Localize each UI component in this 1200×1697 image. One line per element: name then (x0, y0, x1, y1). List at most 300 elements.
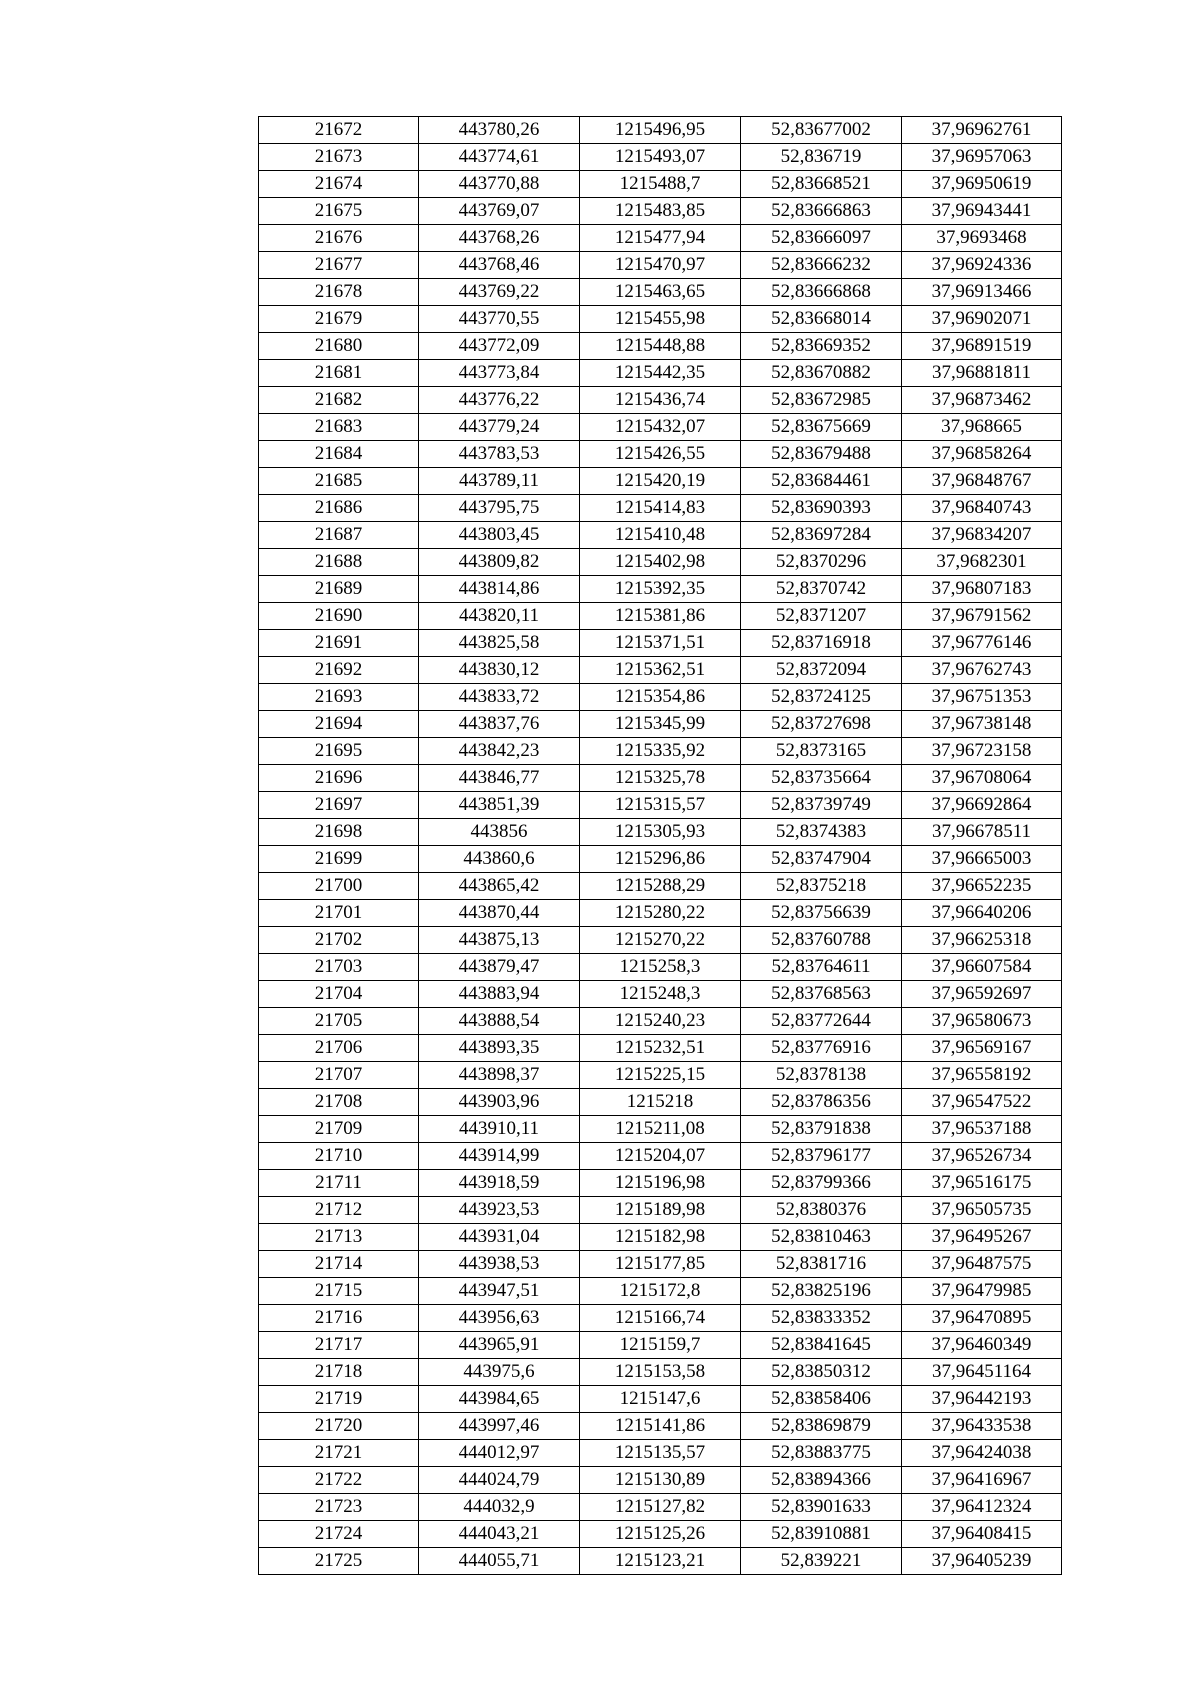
x-coordinate-cell: 443903,96 (419, 1089, 580, 1116)
point-number-cell: 21716 (259, 1305, 419, 1332)
table-row (259, 1089, 1062, 1116)
x-coordinate-cell: 443803,45 (419, 522, 580, 549)
latitude-cell: 52,83791838 (741, 1116, 902, 1143)
y-coordinate-cell: 1215147,6 (580, 1386, 741, 1413)
longitude-cell: 37,96487575 (902, 1251, 1062, 1278)
point-number-cell: 21697 (259, 792, 419, 819)
point-number-cell: 21711 (259, 1170, 419, 1197)
y-coordinate-cell: 1215362,51 (580, 657, 741, 684)
point-number-cell: 21674 (259, 171, 419, 198)
point-number-cell: 21683 (259, 414, 419, 441)
table-row (259, 306, 1062, 333)
y-coordinate-cell: 1215288,29 (580, 873, 741, 900)
latitude-cell: 52,8380376 (741, 1197, 902, 1224)
latitude-cell: 52,83772644 (741, 1008, 902, 1035)
longitude-cell: 37,96881811 (902, 360, 1062, 387)
point-number-cell: 21689 (259, 576, 419, 603)
table-row (259, 1170, 1062, 1197)
longitude-cell: 37,96625318 (902, 927, 1062, 954)
longitude-cell: 37,96408415 (902, 1521, 1062, 1548)
latitude-cell: 52,8373165 (741, 738, 902, 765)
longitude-cell: 37,96762743 (902, 657, 1062, 684)
table-row (259, 765, 1062, 792)
latitude-cell: 52,83910881 (741, 1521, 902, 1548)
latitude-cell: 52,83672985 (741, 387, 902, 414)
table-row (259, 1521, 1062, 1548)
y-coordinate-cell: 1215123,21 (580, 1548, 741, 1575)
longitude-cell: 37,96834207 (902, 522, 1062, 549)
y-coordinate-cell: 1215335,92 (580, 738, 741, 765)
x-coordinate-cell: 443888,54 (419, 1008, 580, 1035)
x-coordinate-cell: 443923,53 (419, 1197, 580, 1224)
x-coordinate-cell: 443768,46 (419, 252, 580, 279)
point-number-cell: 21684 (259, 441, 419, 468)
latitude-cell: 52,83666097 (741, 225, 902, 252)
y-coordinate-cell: 1215442,35 (580, 360, 741, 387)
table-row (259, 1332, 1062, 1359)
longitude-cell: 37,96451164 (902, 1359, 1062, 1386)
latitude-cell: 52,83669352 (741, 333, 902, 360)
y-coordinate-cell: 1215305,93 (580, 819, 741, 846)
y-coordinate-cell: 1215477,94 (580, 225, 741, 252)
point-number-cell: 21672 (259, 117, 419, 144)
x-coordinate-cell: 443770,55 (419, 306, 580, 333)
y-coordinate-cell: 1215211,08 (580, 1116, 741, 1143)
point-number-cell: 21718 (259, 1359, 419, 1386)
longitude-cell: 37,96460349 (902, 1332, 1062, 1359)
table-row (259, 1440, 1062, 1467)
point-number-cell: 21713 (259, 1224, 419, 1251)
latitude-cell: 52,83764611 (741, 954, 902, 981)
table-row (259, 1386, 1062, 1413)
x-coordinate-cell: 444012,97 (419, 1440, 580, 1467)
point-number-cell: 21701 (259, 900, 419, 927)
longitude-cell: 37,96962761 (902, 117, 1062, 144)
coordinates-table-body (259, 117, 1062, 1575)
x-coordinate-cell: 443830,12 (419, 657, 580, 684)
x-coordinate-cell: 443918,59 (419, 1170, 580, 1197)
longitude-cell: 37,96416967 (902, 1467, 1062, 1494)
longitude-cell: 37,96537188 (902, 1116, 1062, 1143)
longitude-cell: 37,96950619 (902, 171, 1062, 198)
x-coordinate-cell: 443770,88 (419, 171, 580, 198)
y-coordinate-cell: 1215371,51 (580, 630, 741, 657)
point-number-cell: 21699 (259, 846, 419, 873)
longitude-cell: 37,96412324 (902, 1494, 1062, 1521)
table-row (259, 1548, 1062, 1575)
y-coordinate-cell: 1215166,74 (580, 1305, 741, 1332)
x-coordinate-cell: 443820,11 (419, 603, 580, 630)
x-coordinate-cell: 444024,79 (419, 1467, 580, 1494)
table-row (259, 1062, 1062, 1089)
table-row (259, 1278, 1062, 1305)
longitude-cell: 37,96708064 (902, 765, 1062, 792)
latitude-cell: 52,83724125 (741, 684, 902, 711)
point-number-cell: 21724 (259, 1521, 419, 1548)
table-row (259, 252, 1062, 279)
table-row (259, 279, 1062, 306)
point-number-cell: 21710 (259, 1143, 419, 1170)
coordinates-table (258, 116, 1062, 1575)
longitude-cell: 37,96924336 (902, 252, 1062, 279)
x-coordinate-cell: 443809,82 (419, 549, 580, 576)
point-number-cell: 21673 (259, 144, 419, 171)
longitude-cell: 37,96405239 (902, 1548, 1062, 1575)
table-row (259, 225, 1062, 252)
table-row (259, 171, 1062, 198)
latitude-cell: 52,8370742 (741, 576, 902, 603)
latitude-cell: 52,83883775 (741, 1440, 902, 1467)
point-number-cell: 21712 (259, 1197, 419, 1224)
table-row (259, 846, 1062, 873)
table-row (259, 1143, 1062, 1170)
table-row (259, 738, 1062, 765)
x-coordinate-cell: 443772,09 (419, 333, 580, 360)
latitude-cell: 52,83716918 (741, 630, 902, 657)
table-row (259, 900, 1062, 927)
latitude-cell: 52,83666868 (741, 279, 902, 306)
y-coordinate-cell: 1215325,78 (580, 765, 741, 792)
latitude-cell: 52,83679488 (741, 441, 902, 468)
table-row (259, 1359, 1062, 1386)
x-coordinate-cell: 443776,22 (419, 387, 580, 414)
x-coordinate-cell: 443789,11 (419, 468, 580, 495)
y-coordinate-cell: 1215470,97 (580, 252, 741, 279)
x-coordinate-cell: 443883,94 (419, 981, 580, 1008)
point-number-cell: 21717 (259, 1332, 419, 1359)
latitude-cell: 52,83739749 (741, 792, 902, 819)
x-coordinate-cell: 443965,91 (419, 1332, 580, 1359)
longitude-cell: 37,96943441 (902, 198, 1062, 225)
y-coordinate-cell: 1215448,88 (580, 333, 741, 360)
point-number-cell: 21677 (259, 252, 419, 279)
x-coordinate-cell: 443914,99 (419, 1143, 580, 1170)
latitude-cell: 52,8378138 (741, 1062, 902, 1089)
longitude-cell: 37,96791562 (902, 603, 1062, 630)
table-row (259, 792, 1062, 819)
y-coordinate-cell: 1215153,58 (580, 1359, 741, 1386)
point-number-cell: 21688 (259, 549, 419, 576)
y-coordinate-cell: 1215436,74 (580, 387, 741, 414)
x-coordinate-cell: 443931,04 (419, 1224, 580, 1251)
latitude-cell: 52,83747904 (741, 846, 902, 873)
longitude-cell: 37,96569167 (902, 1035, 1062, 1062)
x-coordinate-cell: 443814,86 (419, 576, 580, 603)
y-coordinate-cell: 1215463,65 (580, 279, 741, 306)
point-number-cell: 21680 (259, 333, 419, 360)
point-number-cell: 21675 (259, 198, 419, 225)
point-number-cell: 21679 (259, 306, 419, 333)
y-coordinate-cell: 1215432,07 (580, 414, 741, 441)
longitude-cell: 37,96558192 (902, 1062, 1062, 1089)
longitude-cell: 37,96580673 (902, 1008, 1062, 1035)
y-coordinate-cell: 1215135,57 (580, 1440, 741, 1467)
point-number-cell: 21722 (259, 1467, 419, 1494)
y-coordinate-cell: 1215402,98 (580, 549, 741, 576)
latitude-cell: 52,83850312 (741, 1359, 902, 1386)
longitude-cell: 37,96678511 (902, 819, 1062, 846)
y-coordinate-cell: 1215258,3 (580, 954, 741, 981)
point-number-cell: 21693 (259, 684, 419, 711)
x-coordinate-cell: 443947,51 (419, 1278, 580, 1305)
y-coordinate-cell: 1215496,95 (580, 117, 741, 144)
table-row (259, 1008, 1062, 1035)
y-coordinate-cell: 1215172,8 (580, 1278, 741, 1305)
y-coordinate-cell: 1215125,26 (580, 1521, 741, 1548)
x-coordinate-cell: 443956,63 (419, 1305, 580, 1332)
longitude-cell: 37,96807183 (902, 576, 1062, 603)
x-coordinate-cell: 443795,75 (419, 495, 580, 522)
latitude-cell: 52,83735664 (741, 765, 902, 792)
table-row (259, 576, 1062, 603)
point-number-cell: 21723 (259, 1494, 419, 1521)
x-coordinate-cell: 443769,22 (419, 279, 580, 306)
y-coordinate-cell: 1215483,85 (580, 198, 741, 225)
x-coordinate-cell: 443783,53 (419, 441, 580, 468)
y-coordinate-cell: 1215159,7 (580, 1332, 741, 1359)
latitude-cell: 52,83727698 (741, 711, 902, 738)
latitude-cell: 52,839221 (741, 1548, 902, 1575)
y-coordinate-cell: 1215218 (580, 1089, 741, 1116)
latitude-cell: 52,83668521 (741, 171, 902, 198)
point-number-cell: 21714 (259, 1251, 419, 1278)
y-coordinate-cell: 1215381,86 (580, 603, 741, 630)
latitude-cell: 52,8371207 (741, 603, 902, 630)
y-coordinate-cell: 1215410,48 (580, 522, 741, 549)
point-number-cell: 21681 (259, 360, 419, 387)
longitude-cell: 37,9682301 (902, 549, 1062, 576)
y-coordinate-cell: 1215189,98 (580, 1197, 741, 1224)
y-coordinate-cell: 1215315,57 (580, 792, 741, 819)
table-row (259, 657, 1062, 684)
latitude-cell: 52,83833352 (741, 1305, 902, 1332)
point-number-cell: 21694 (259, 711, 419, 738)
longitude-cell: 37,96913466 (902, 279, 1062, 306)
x-coordinate-cell: 443870,44 (419, 900, 580, 927)
longitude-cell: 37,96424038 (902, 1440, 1062, 1467)
table-row (259, 1224, 1062, 1251)
longitude-cell: 37,968665 (902, 414, 1062, 441)
latitude-cell: 52,8370296 (741, 549, 902, 576)
table-row (259, 1251, 1062, 1278)
latitude-cell: 52,83796177 (741, 1143, 902, 1170)
point-number-cell: 21695 (259, 738, 419, 765)
x-coordinate-cell: 443780,26 (419, 117, 580, 144)
table-row (259, 630, 1062, 657)
table-row (259, 387, 1062, 414)
x-coordinate-cell: 443769,07 (419, 198, 580, 225)
longitude-cell: 37,96442193 (902, 1386, 1062, 1413)
table-row (259, 144, 1062, 171)
x-coordinate-cell: 443779,24 (419, 414, 580, 441)
point-number-cell: 21690 (259, 603, 419, 630)
latitude-cell: 52,83684461 (741, 468, 902, 495)
longitude-cell: 37,96873462 (902, 387, 1062, 414)
longitude-cell: 37,96640206 (902, 900, 1062, 927)
y-coordinate-cell: 1215392,35 (580, 576, 741, 603)
longitude-cell: 37,96751353 (902, 684, 1062, 711)
y-coordinate-cell: 1215240,23 (580, 1008, 741, 1035)
x-coordinate-cell: 444032,9 (419, 1494, 580, 1521)
y-coordinate-cell: 1215182,98 (580, 1224, 741, 1251)
x-coordinate-cell: 443997,46 (419, 1413, 580, 1440)
table-row (259, 873, 1062, 900)
x-coordinate-cell: 443860,6 (419, 846, 580, 873)
table-row (259, 1197, 1062, 1224)
table-row (259, 1035, 1062, 1062)
latitude-cell: 52,83901633 (741, 1494, 902, 1521)
longitude-cell: 37,96547522 (902, 1089, 1062, 1116)
x-coordinate-cell: 443984,65 (419, 1386, 580, 1413)
x-coordinate-cell: 443893,35 (419, 1035, 580, 1062)
point-number-cell: 21686 (259, 495, 419, 522)
x-coordinate-cell: 443837,76 (419, 711, 580, 738)
longitude-cell: 37,96505735 (902, 1197, 1062, 1224)
longitude-cell: 37,96848767 (902, 468, 1062, 495)
x-coordinate-cell: 443910,11 (419, 1116, 580, 1143)
latitude-cell: 52,83666232 (741, 252, 902, 279)
y-coordinate-cell: 1215420,19 (580, 468, 741, 495)
latitude-cell: 52,83894366 (741, 1467, 902, 1494)
latitude-cell: 52,83666863 (741, 198, 902, 225)
longitude-cell: 37,96433538 (902, 1413, 1062, 1440)
latitude-cell: 52,83675669 (741, 414, 902, 441)
longitude-cell: 37,96665003 (902, 846, 1062, 873)
latitude-cell: 52,83858406 (741, 1386, 902, 1413)
longitude-cell: 37,96692864 (902, 792, 1062, 819)
table-row (259, 414, 1062, 441)
latitude-cell: 52,8374383 (741, 819, 902, 846)
longitude-cell: 37,96840743 (902, 495, 1062, 522)
point-number-cell: 21721 (259, 1440, 419, 1467)
y-coordinate-cell: 1215130,89 (580, 1467, 741, 1494)
longitude-cell: 37,96470895 (902, 1305, 1062, 1332)
longitude-cell: 37,96957063 (902, 144, 1062, 171)
longitude-cell: 37,96891519 (902, 333, 1062, 360)
longitude-cell: 37,96738148 (902, 711, 1062, 738)
longitude-cell: 37,96495267 (902, 1224, 1062, 1251)
table-row (259, 549, 1062, 576)
table-row (259, 684, 1062, 711)
table-row (259, 954, 1062, 981)
longitude-cell: 37,96592697 (902, 981, 1062, 1008)
table-row (259, 1494, 1062, 1521)
latitude-cell: 52,83677002 (741, 117, 902, 144)
x-coordinate-cell: 444055,71 (419, 1548, 580, 1575)
latitude-cell: 52,83690393 (741, 495, 902, 522)
latitude-cell: 52,83810463 (741, 1224, 902, 1251)
x-coordinate-cell: 443875,13 (419, 927, 580, 954)
y-coordinate-cell: 1215426,55 (580, 441, 741, 468)
table-row (259, 1413, 1062, 1440)
longitude-cell: 37,9693468 (902, 225, 1062, 252)
y-coordinate-cell: 1215127,82 (580, 1494, 741, 1521)
table-row (259, 927, 1062, 954)
longitude-cell: 37,96516175 (902, 1170, 1062, 1197)
table-row (259, 117, 1062, 144)
x-coordinate-cell: 443975,6 (419, 1359, 580, 1386)
y-coordinate-cell: 1215280,22 (580, 900, 741, 927)
y-coordinate-cell: 1215296,86 (580, 846, 741, 873)
table-row (259, 603, 1062, 630)
x-coordinate-cell: 443851,39 (419, 792, 580, 819)
x-coordinate-cell: 443833,72 (419, 684, 580, 711)
latitude-cell: 52,83768563 (741, 981, 902, 1008)
x-coordinate-cell: 443774,61 (419, 144, 580, 171)
table-row (259, 1116, 1062, 1143)
table-row (259, 711, 1062, 738)
y-coordinate-cell: 1215196,98 (580, 1170, 741, 1197)
point-number-cell: 21698 (259, 819, 419, 846)
latitude-cell: 52,83825196 (741, 1278, 902, 1305)
point-number-cell: 21708 (259, 1089, 419, 1116)
longitude-cell: 37,96902071 (902, 306, 1062, 333)
y-coordinate-cell: 1215493,07 (580, 144, 741, 171)
point-number-cell: 21676 (259, 225, 419, 252)
point-number-cell: 21678 (259, 279, 419, 306)
point-number-cell: 21702 (259, 927, 419, 954)
y-coordinate-cell: 1215248,3 (580, 981, 741, 1008)
point-number-cell: 21703 (259, 954, 419, 981)
point-number-cell: 21687 (259, 522, 419, 549)
point-number-cell: 21715 (259, 1278, 419, 1305)
x-coordinate-cell: 443768,26 (419, 225, 580, 252)
y-coordinate-cell: 1215345,99 (580, 711, 741, 738)
x-coordinate-cell: 443865,42 (419, 873, 580, 900)
point-number-cell: 21696 (259, 765, 419, 792)
point-number-cell: 21700 (259, 873, 419, 900)
table-row (259, 333, 1062, 360)
table-row (259, 468, 1062, 495)
latitude-cell: 52,83697284 (741, 522, 902, 549)
latitude-cell: 52,8372094 (741, 657, 902, 684)
longitude-cell: 37,96526734 (902, 1143, 1062, 1170)
y-coordinate-cell: 1215141,86 (580, 1413, 741, 1440)
y-coordinate-cell: 1215204,07 (580, 1143, 741, 1170)
y-coordinate-cell: 1215414,83 (580, 495, 741, 522)
table-row (259, 441, 1062, 468)
y-coordinate-cell: 1215177,85 (580, 1251, 741, 1278)
x-coordinate-cell: 443825,58 (419, 630, 580, 657)
x-coordinate-cell: 443879,47 (419, 954, 580, 981)
table-row (259, 819, 1062, 846)
y-coordinate-cell: 1215270,22 (580, 927, 741, 954)
y-coordinate-cell: 1215232,51 (580, 1035, 741, 1062)
latitude-cell: 52,83668014 (741, 306, 902, 333)
latitude-cell: 52,8375218 (741, 873, 902, 900)
point-number-cell: 21704 (259, 981, 419, 1008)
table-row (259, 360, 1062, 387)
point-number-cell: 21725 (259, 1548, 419, 1575)
latitude-cell: 52,836719 (741, 144, 902, 171)
latitude-cell: 52,83786356 (741, 1089, 902, 1116)
latitude-cell: 52,83670882 (741, 360, 902, 387)
x-coordinate-cell: 443898,37 (419, 1062, 580, 1089)
point-number-cell: 21709 (259, 1116, 419, 1143)
table-row (259, 198, 1062, 225)
point-number-cell: 21691 (259, 630, 419, 657)
longitude-cell: 37,96858264 (902, 441, 1062, 468)
x-coordinate-cell: 443773,84 (419, 360, 580, 387)
x-coordinate-cell: 444043,21 (419, 1521, 580, 1548)
table-row (259, 1467, 1062, 1494)
table-row (259, 981, 1062, 1008)
latitude-cell: 52,83760788 (741, 927, 902, 954)
x-coordinate-cell: 443842,23 (419, 738, 580, 765)
longitude-cell: 37,96723158 (902, 738, 1062, 765)
point-number-cell: 21705 (259, 1008, 419, 1035)
x-coordinate-cell: 443856 (419, 819, 580, 846)
